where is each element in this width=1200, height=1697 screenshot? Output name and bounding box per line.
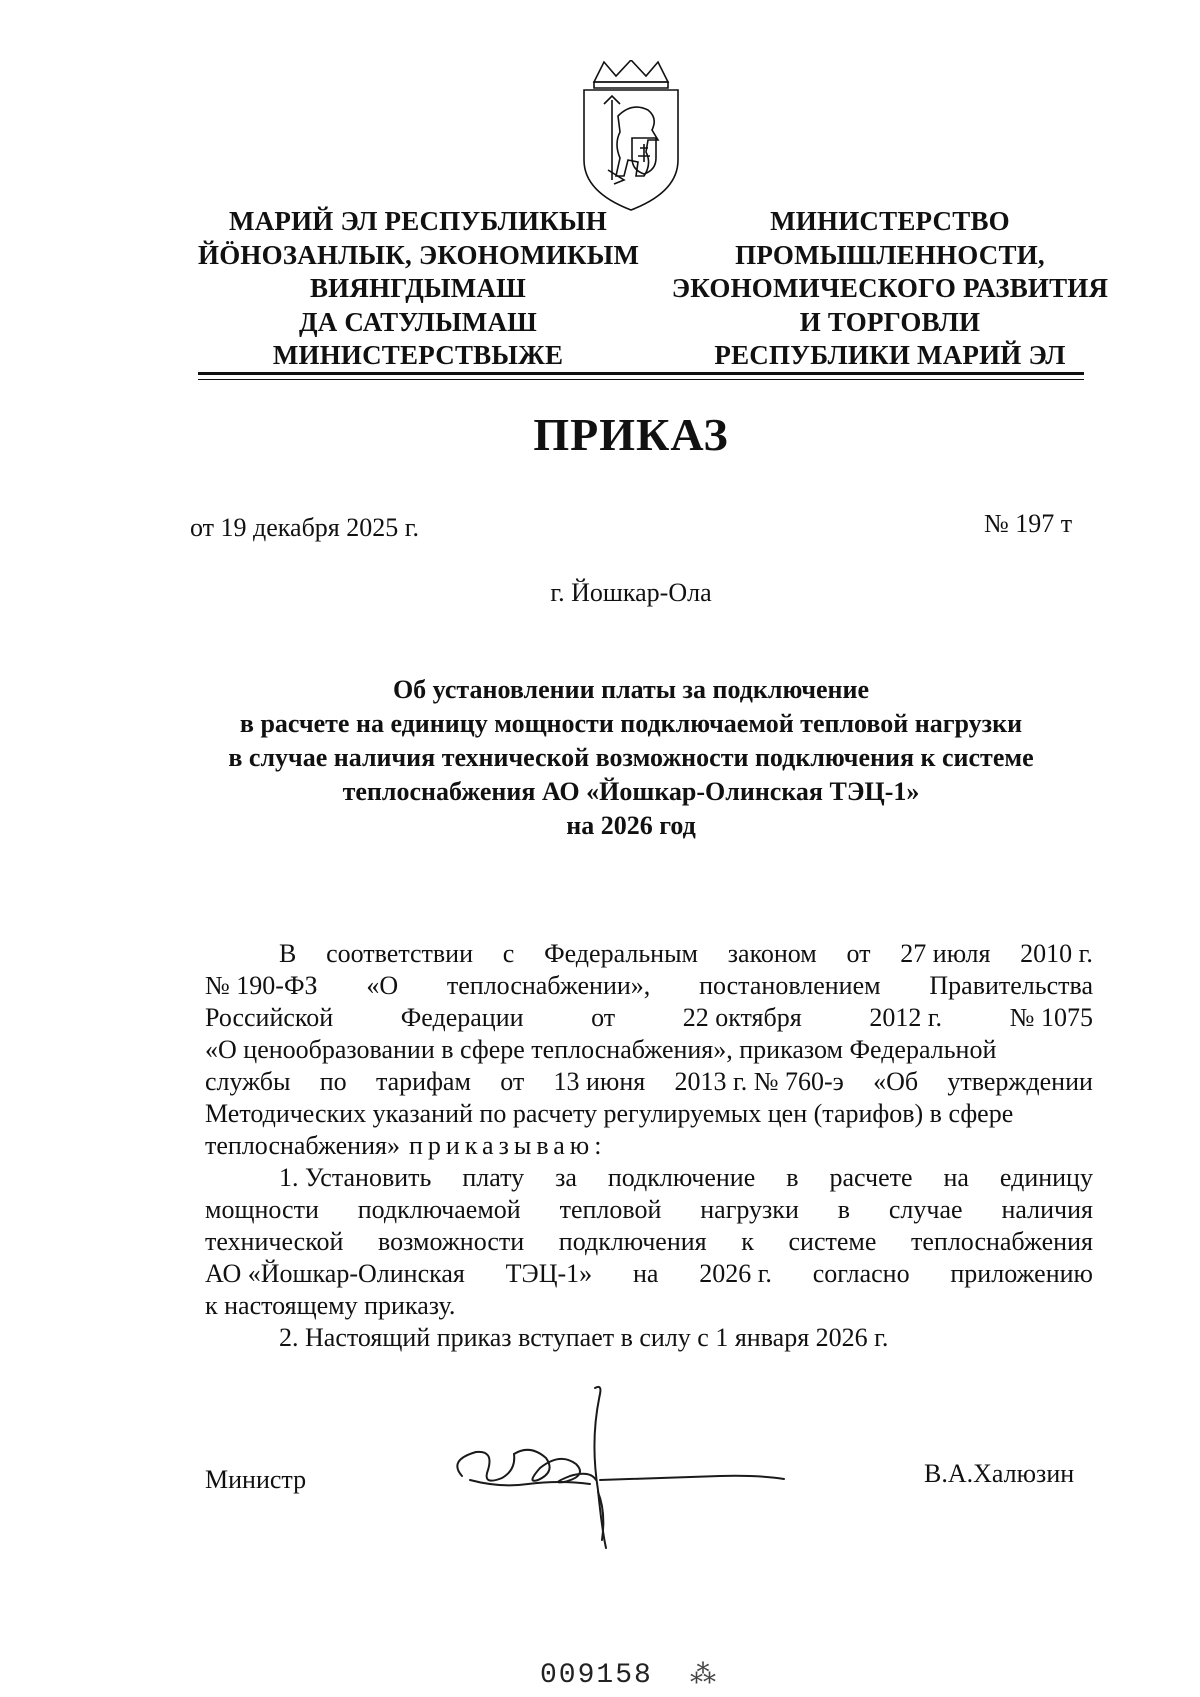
org-line: ДА САТУЛЫМАШ [298, 306, 538, 337]
body-text: 2. Настоящий приказ вступает в силу с 1 января 2026 г. [279, 1323, 889, 1352]
serial-number: 009158 [540, 1660, 653, 1691]
word: от [500, 1067, 525, 1096]
subject-line: Об установлении платы за подключение [392, 675, 870, 704]
serial-mark-icon: ⁂ [690, 1660, 716, 1689]
word: на [632, 1259, 659, 1288]
word: 1. Установить [279, 1163, 432, 1192]
word: Правительства [929, 971, 1093, 1000]
word: 27 июля [900, 939, 991, 968]
word: № 1075 [1009, 1003, 1093, 1032]
subject-line: теплоснабжения АО «Йошкар-Олинская ТЭЦ-1» [342, 777, 920, 806]
body-line [205, 1162, 1093, 1194]
word: единицу [999, 1163, 1093, 1192]
word: теплоснабжения [911, 1227, 1093, 1256]
word: возможности [378, 1227, 525, 1256]
document-title: ПРИКАЗ [533, 409, 729, 460]
word: утверждении [947, 1067, 1093, 1096]
org-line: ЭКОНОМИЧЕСКОГО РАЗВИТИЯ [671, 273, 1109, 303]
body-line [205, 970, 1093, 1002]
word: нагрузки [700, 1195, 799, 1224]
word: 2012 г. [869, 1003, 943, 1032]
word: законом [727, 939, 817, 968]
org-line: МИНИСТЕРСТВЫЖЕ [272, 340, 564, 370]
word: случае [888, 1195, 963, 1224]
document-body [205, 938, 1093, 1354]
header-divider [198, 372, 1084, 375]
word: наличия [1001, 1195, 1093, 1224]
header-divider-thin [198, 379, 1084, 380]
word: ТЭЦ-1» [505, 1259, 593, 1288]
org-line: И ТОРГОВЛИ [799, 306, 981, 337]
body-line [205, 1194, 1093, 1226]
body-line [205, 1002, 1093, 1034]
handwritten-signature [430, 1380, 850, 1555]
signatory-role: Министр [205, 1465, 307, 1494]
org-name-russian [660, 205, 1120, 373]
org-line: МИНИСТЕРСТВО [770, 206, 1010, 236]
word: приложению [950, 1259, 1093, 1288]
document-number: № 197 т [984, 509, 1073, 538]
word: тепловой [559, 1195, 662, 1224]
word: 2026 г. [699, 1259, 772, 1288]
body-line [205, 1290, 1093, 1322]
org-line: ЙÖНОЗАНЛЫК, ЭКОНОМИКЫМ [198, 239, 640, 270]
word: в [837, 1195, 851, 1224]
coat-of-arms-emblem [574, 60, 688, 212]
word: системе [788, 1227, 877, 1256]
word: плату [462, 1163, 525, 1192]
word: 13 июня [553, 1067, 646, 1096]
word: Российской [205, 1003, 334, 1032]
word: Федерации [400, 1003, 524, 1032]
body-text: к настоящему приказу. [205, 1291, 456, 1320]
body-text: теплоснабжения» [205, 1131, 400, 1160]
word: 2013 г. № 760-э [674, 1067, 844, 1096]
word: подключения [558, 1227, 707, 1256]
word: «Об [873, 1067, 919, 1096]
org-line: ПРОМЫШЛЕННОСТИ, [735, 239, 1045, 270]
body-line [205, 1098, 1093, 1130]
word: 2010 г. [1020, 939, 1093, 968]
word: 22 октября [682, 1003, 802, 1032]
subject-line: в расчете на единицу мощности подключаемой тепловой нагрузки [239, 709, 1023, 738]
body-line [205, 1034, 1093, 1066]
body-line [205, 1226, 1093, 1258]
subject-line: на 2026 год [566, 811, 696, 840]
order-verb: приказываю: [408, 1131, 607, 1160]
document-subject [150, 673, 1112, 843]
signatory-name: В.А.Халюзин [924, 1459, 1075, 1488]
word: мощности [205, 1195, 319, 1224]
word: соответствии [326, 939, 474, 968]
word: к [741, 1227, 754, 1256]
word: Федеральным [544, 939, 699, 968]
word: с [502, 939, 515, 968]
body-text: Методических указаний по расчету регулируемых цен (тарифов) в сфере [205, 1099, 1014, 1128]
body-line [205, 1258, 1093, 1290]
org-line: РЕСПУБЛИКИ МАРИЙ ЭЛ [714, 340, 1066, 370]
body-line [205, 1066, 1093, 1098]
word: за [555, 1163, 577, 1192]
body-line [205, 1130, 1093, 1162]
word: В [279, 939, 297, 968]
word: согласно [812, 1259, 910, 1288]
document-city: г. Йошкар-Ола [550, 578, 712, 607]
org-line: МАРИЙ ЭЛ РЕСПУБЛИКЫН [229, 206, 607, 236]
word: в [786, 1163, 799, 1192]
subject-line: в случае наличия технической возможности подключения к системе [228, 743, 1034, 772]
word: АО «Йошкар-Олинская [205, 1259, 465, 1288]
word: постановлением [699, 971, 881, 1000]
word: № 190-ФЗ [205, 971, 318, 1000]
word: подключение [607, 1163, 756, 1192]
body-line [205, 938, 1093, 970]
word: службы [205, 1067, 291, 1096]
word: расчете [829, 1163, 913, 1192]
word: «О [366, 971, 399, 1000]
word: тарифам [375, 1067, 471, 1096]
word: технической [205, 1227, 344, 1256]
body-line [205, 1322, 1093, 1354]
word: от [591, 1003, 616, 1032]
word: теплоснабжении», [446, 971, 651, 1000]
word: по [319, 1067, 347, 1096]
org-name-mari [198, 205, 638, 373]
body-text: «О ценообразовании в сфере теплоснабжения», приказом Федеральной [205, 1035, 997, 1064]
word: от [846, 939, 871, 968]
word: подключаемой [357, 1195, 521, 1224]
word: на [943, 1163, 969, 1192]
document-date: от 19 декабря 2025 г. [190, 513, 419, 542]
org-line: ВИЯНГДЫМАШ [309, 273, 527, 303]
